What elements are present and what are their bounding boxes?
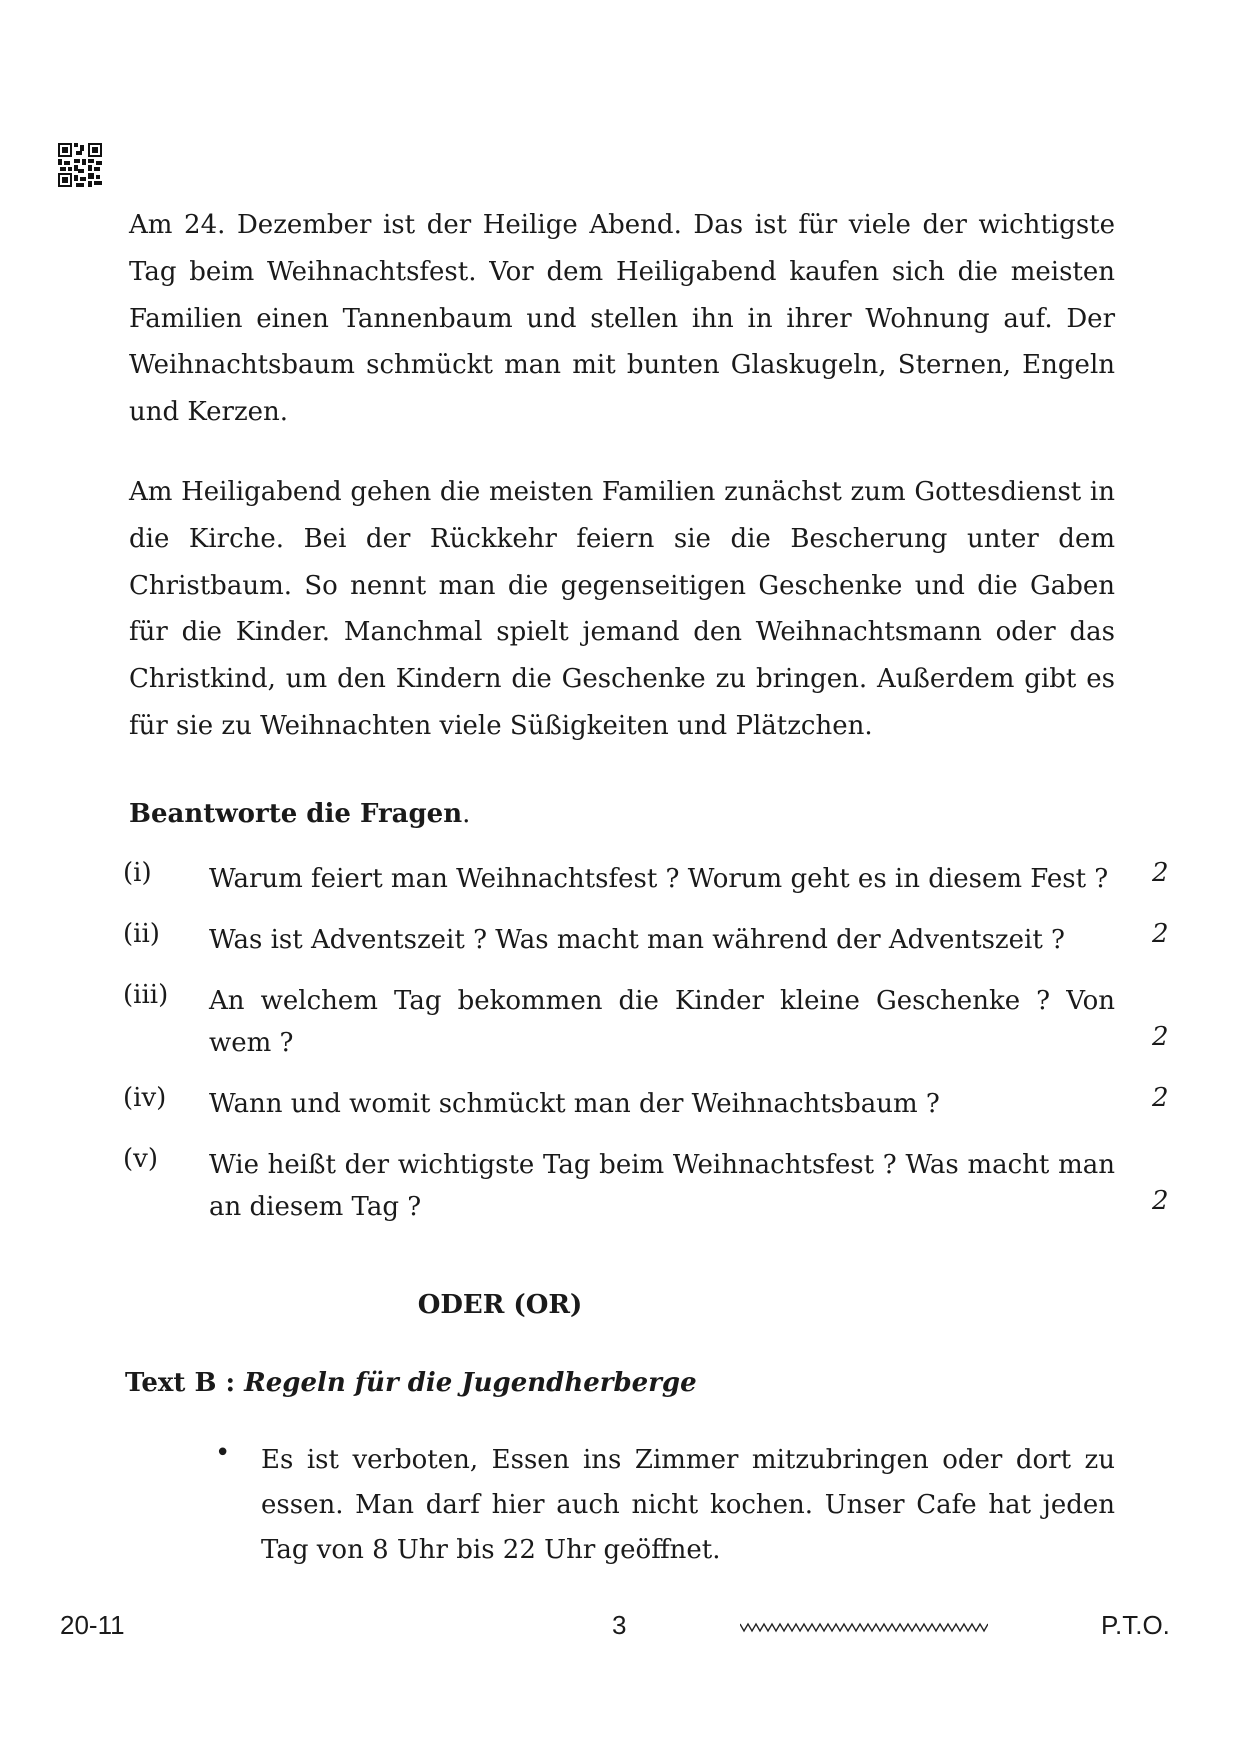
- question-text: Warum feiert man Weihnachtsfest ? Worum geht es in diesem Fest ?: [209, 864, 1109, 894]
- question-marks: 2: [1152, 1022, 1169, 1052]
- question-text: Wie heißt der wichtigste Tag beim Weihnachtsfest ? Was macht man an diesem Tag ?: [209, 1150, 1115, 1222]
- footer-paper-code: 20-11: [60, 1610, 125, 1640]
- question-number: (iv): [123, 1083, 167, 1113]
- question-number: (i): [123, 858, 152, 888]
- passage-paragraph-2: Am Heiligabend gehen die meisten Familien zunächst zum Gottesdienst in die Kirche. Bei der Rückkehr feiern sie die Bescherung unter dem Christbaum. So nennt man die gegenseitigen Geschenke und die Gaben für die Kinder. Manchmal spielt jemand den Weihnachtsmann oder das Christkind, um den Kindern die Geschenke zu bringen. Außerdem gibt es für sie zu Weihnachten viele Süßigkeiten und Plätzchen.: [129, 477, 1115, 741]
- question-marks: 2: [1152, 919, 1169, 949]
- passage-paragraph-1: Am 24. Dezember ist der Heilige Abend. Das ist für viele der wichtigste Tag beim Weihnachtsfest. Vor dem Heiligabend kaufen sich die meisten Familien einen Tannenbaum und stellen ihn in ihrer Wohnung auf. Der Weihnachtsbaum schmückt man mit bunten Glaskugeln, Sternen, Engeln und Kerzen.: [129, 210, 1115, 428]
- footer-page-number: 3: [612, 1610, 627, 1640]
- questions-heading-punct: .: [462, 799, 471, 829]
- section-divider-or: ODER (OR): [417, 1290, 583, 1320]
- questions-heading-label: Beantworte die Fragen: [129, 799, 463, 829]
- question-number: (v): [123, 1144, 158, 1174]
- question-text: Was ist Adventszeit ? Was macht man während der Adventszeit ?: [209, 925, 1065, 955]
- question-number: (ii): [123, 919, 160, 949]
- text-b-heading: [125, 1368, 697, 1398]
- question-text: Wann und womit schmückt man der Weihnachtsbaum ?: [209, 1089, 940, 1119]
- footer-pto: P.T.O.: [1101, 1610, 1170, 1640]
- question-marks: 2: [1152, 858, 1169, 888]
- question-marks: 2: [1152, 1083, 1169, 1113]
- bullet-icon: •: [215, 1438, 231, 1468]
- qr-code-icon: [58, 143, 102, 187]
- question-number: (iii): [123, 980, 169, 1010]
- text-b-title: Regeln für die Jugendherberge: [244, 1368, 697, 1398]
- wavy-line-icon: [740, 1620, 988, 1634]
- text-b-label: Text B :: [125, 1368, 236, 1398]
- questions-heading: [129, 799, 470, 829]
- text-b-bullet-1: Es ist verboten, Essen ins Zimmer mitzubringen oder dort zu essen. Man darf hier auch nicht kochen. Unser Cafe hat jeden Tag von 8 Uhr bis 22 Uhr geöffnet.: [261, 1445, 1115, 1565]
- question-marks: 2: [1152, 1186, 1169, 1216]
- question-text: An welchem Tag bekommen die Kinder kleine Geschenke ? Von wem ?: [209, 986, 1115, 1058]
